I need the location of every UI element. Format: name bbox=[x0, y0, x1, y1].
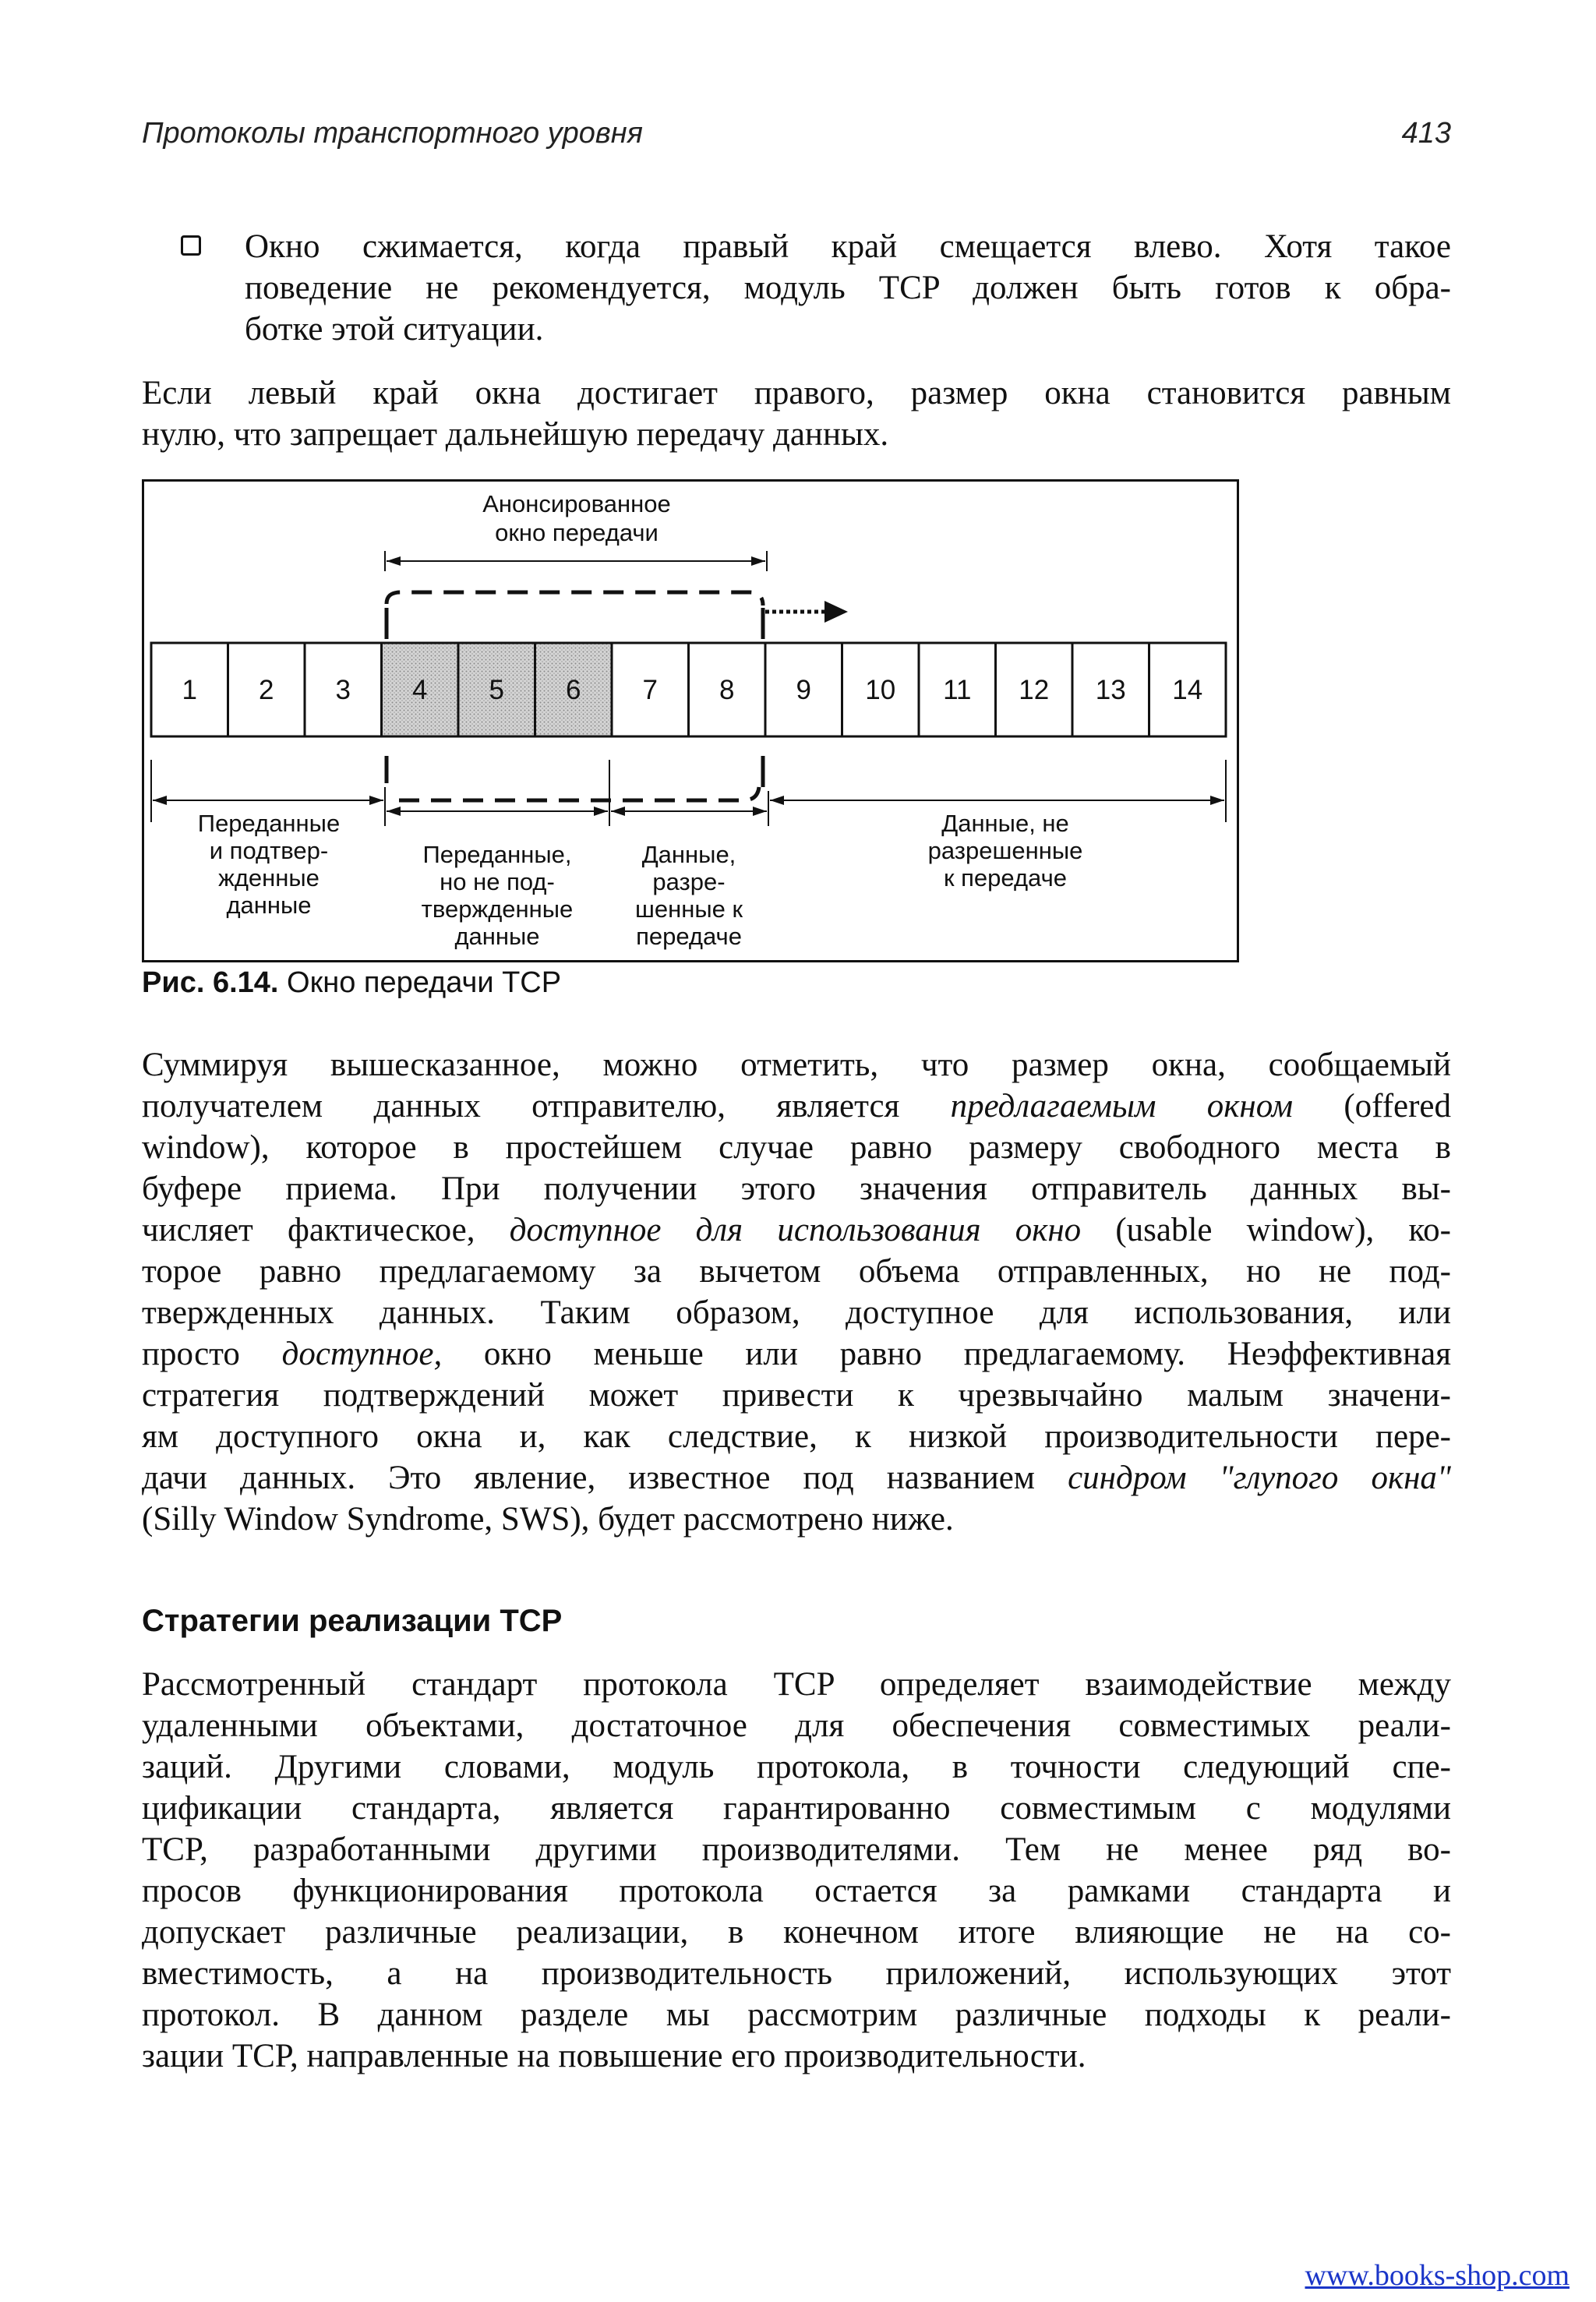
paragraph-3 bbox=[142, 1664, 1451, 2077]
sequence-cell-label: 2 bbox=[259, 675, 274, 705]
paragraph-line bbox=[142, 1044, 1451, 1086]
sequence-cell-label: 13 bbox=[1095, 675, 1126, 705]
paragraph-line bbox=[142, 1086, 1451, 1127]
bullet-line: поведение не рекомендуется, модуль TCP должен быть готов к обра- bbox=[245, 270, 1451, 306]
sequence-cell-label: 12 bbox=[1019, 675, 1050, 705]
text-run: (Silly Window Syndrome, SWS), будет рассмотрено ниже. bbox=[142, 1501, 954, 1538]
advertised-window-label bbox=[482, 490, 671, 546]
region-label-line: данные bbox=[454, 923, 540, 950]
sequence-cell-label: 10 bbox=[865, 675, 896, 705]
region-sent-unacknowledged-label bbox=[422, 841, 574, 950]
paragraph-line: Если левый край окна достигает правого, размер окна становится равным bbox=[142, 375, 1451, 411]
region-sent-acknowledged-label bbox=[198, 810, 340, 919]
figure-caption-text: Окно передачи TCP bbox=[278, 966, 562, 999]
paragraph-2 bbox=[142, 1044, 1451, 1540]
running-head-title: Протоколы транспортного уровня bbox=[142, 117, 643, 150]
paragraph-line bbox=[142, 1292, 1451, 1333]
bullet-line: Окно сжимается, когда правый край смещается влево. Хотя такое bbox=[245, 228, 1451, 265]
paragraph-line bbox=[142, 1127, 1451, 1168]
figure-caption bbox=[142, 966, 561, 1000]
tcp-window-diagram bbox=[142, 479, 1239, 962]
text-run: (offered bbox=[1293, 1088, 1452, 1125]
text-run: числяет фактическое, bbox=[142, 1212, 510, 1248]
sequence-cell-label: 5 bbox=[489, 675, 504, 705]
paragraph-line: удаленными объектами, достаточное для обеспечения совместимых реали- bbox=[142, 1707, 1451, 1744]
page-number: 413 bbox=[1401, 117, 1451, 150]
paragraph-line: цификации стандарта, является гарантированно совместимым с модулями bbox=[142, 1790, 1451, 1827]
paragraph-line: TCP, разработанными другими производителями. Тем не менее ряд во- bbox=[142, 1831, 1451, 1868]
sequence-cell-label: 11 bbox=[943, 675, 972, 705]
region-label-line: данные bbox=[226, 891, 312, 919]
region-label-line: передаче bbox=[636, 923, 742, 950]
advertised-window-dimension bbox=[385, 551, 767, 571]
region-label-line: разре- bbox=[652, 868, 726, 895]
checkbox-bullet-icon bbox=[181, 235, 201, 256]
sequence-cell-label: 1 bbox=[182, 675, 197, 705]
running-head bbox=[142, 117, 1451, 164]
region-label-line: Переданные bbox=[197, 810, 341, 837]
paragraph-line bbox=[142, 1457, 1451, 1499]
text-run: окно меньше или равно предлагаемому. Неэффективная bbox=[442, 1336, 1451, 1372]
paragraph-line: нулю, что запрещает дальнейшую передачу данных. bbox=[142, 416, 889, 453]
sequence-cells bbox=[151, 643, 1226, 736]
text-run: получателем данных отправителю, является bbox=[142, 1088, 951, 1125]
region-label-line: твержденные bbox=[421, 895, 574, 923]
figure-caption-number: Рис. 6.14. bbox=[142, 966, 279, 999]
paragraph-line bbox=[142, 1209, 1451, 1251]
paragraph-1 bbox=[142, 372, 1451, 455]
footer-website-link[interactable]: www.books-shop.com bbox=[1305, 2259, 1570, 2292]
paragraph-line bbox=[142, 1499, 1451, 1540]
text-run: ям доступного окна и, как следствие, к низкой производительности пере- bbox=[142, 1418, 1451, 1455]
paragraph-line: зации TCP, направленные на повышение его производительности. bbox=[142, 2038, 1086, 2074]
text-run: просто bbox=[142, 1336, 282, 1372]
paragraph-line bbox=[142, 1416, 1451, 1457]
sequence-cell-label: 3 bbox=[335, 675, 351, 705]
italic-term: доступное, bbox=[281, 1336, 443, 1372]
region-label-line: Переданные, bbox=[422, 841, 572, 868]
bullet-text bbox=[245, 226, 1451, 350]
italic-term: предлагаемым окном bbox=[950, 1088, 1294, 1125]
advertised-window-title: окно передачи bbox=[495, 519, 659, 546]
text-run: window), которое в простейшем случае равно размеру свободного места в bbox=[142, 1129, 1451, 1166]
text-run: стратегия подтверждений может привести к чрезвычайно малым значени- bbox=[142, 1377, 1451, 1414]
text-run: (usable window), ко- bbox=[1081, 1212, 1451, 1248]
text-run: Суммируя вышесказанное, можно отметить, что размер окна, сообщаемый bbox=[142, 1047, 1451, 1083]
paragraph-line: просов функционирования протокола остается за рамками стандарта и bbox=[142, 1873, 1451, 1909]
paragraph-line bbox=[142, 1375, 1451, 1416]
italic-term: синдром "глупого окна" bbox=[1068, 1460, 1451, 1496]
text-run: буфере приема. При получении этого значения отправитель данных вы- bbox=[142, 1170, 1451, 1207]
paragraph-line: вместимость, а на производительность приложений, использующих этот bbox=[142, 1955, 1451, 1992]
text-run: твержденных данных. Таким образом, доступное для использования, или bbox=[142, 1294, 1451, 1331]
region-label-line: к передаче bbox=[943, 864, 1068, 891]
section-heading: Стратегии реализации TCP bbox=[142, 1604, 563, 1638]
sequence-cell-label: 14 bbox=[1172, 675, 1203, 705]
text-run: торое равно предлагаемому за вычетом объема отправленных, но не под- bbox=[142, 1253, 1451, 1290]
region-label-line: но не под- bbox=[440, 868, 555, 895]
italic-term: доступное для использования окно bbox=[509, 1212, 1082, 1248]
sequence-cell-label: 9 bbox=[796, 675, 811, 705]
region-label-line: шенные к bbox=[634, 895, 743, 923]
sequence-cell-label: 8 bbox=[719, 675, 735, 705]
sequence-cell-label: 7 bbox=[642, 675, 658, 705]
paragraph-line bbox=[142, 1168, 1451, 1209]
paragraph-line: допускает различные реализации, в конечном итоге влияющие не на со- bbox=[142, 1914, 1451, 1951]
region-label-line: жденные bbox=[218, 864, 320, 891]
paragraph-line bbox=[142, 1251, 1451, 1292]
paragraph-line bbox=[142, 1333, 1451, 1375]
region-not-allowed-label bbox=[928, 810, 1083, 891]
sequence-cell-label: 4 bbox=[412, 675, 428, 705]
region-label-line: Данные, bbox=[641, 841, 736, 868]
paragraph-line: Рассмотренный стандарт протокола TCP определяет взаимодействие между bbox=[142, 1666, 1451, 1703]
bullet-line: ботке этой ситуации. bbox=[245, 311, 544, 348]
region-allowed-label bbox=[635, 841, 743, 950]
paragraph-line: заций. Другими словами, модуль протокола, в точности следующий спе- bbox=[142, 1749, 1451, 1785]
sequence-cell-label: 6 bbox=[566, 675, 581, 705]
paragraph-line: протокол. В данном разделе мы рассмотрим различные подходы к реали- bbox=[142, 1997, 1451, 2033]
window-slide-arrow bbox=[765, 601, 848, 623]
region-label-line: Данные, не bbox=[941, 810, 1069, 837]
text-run: дачи данных. Это явление, известное под названием bbox=[142, 1460, 1068, 1496]
region-label-line: и подтвер- bbox=[209, 837, 329, 864]
advertised-window-title: Анонсированное bbox=[482, 490, 671, 517]
region-label-line: разрешенные bbox=[927, 837, 1083, 864]
